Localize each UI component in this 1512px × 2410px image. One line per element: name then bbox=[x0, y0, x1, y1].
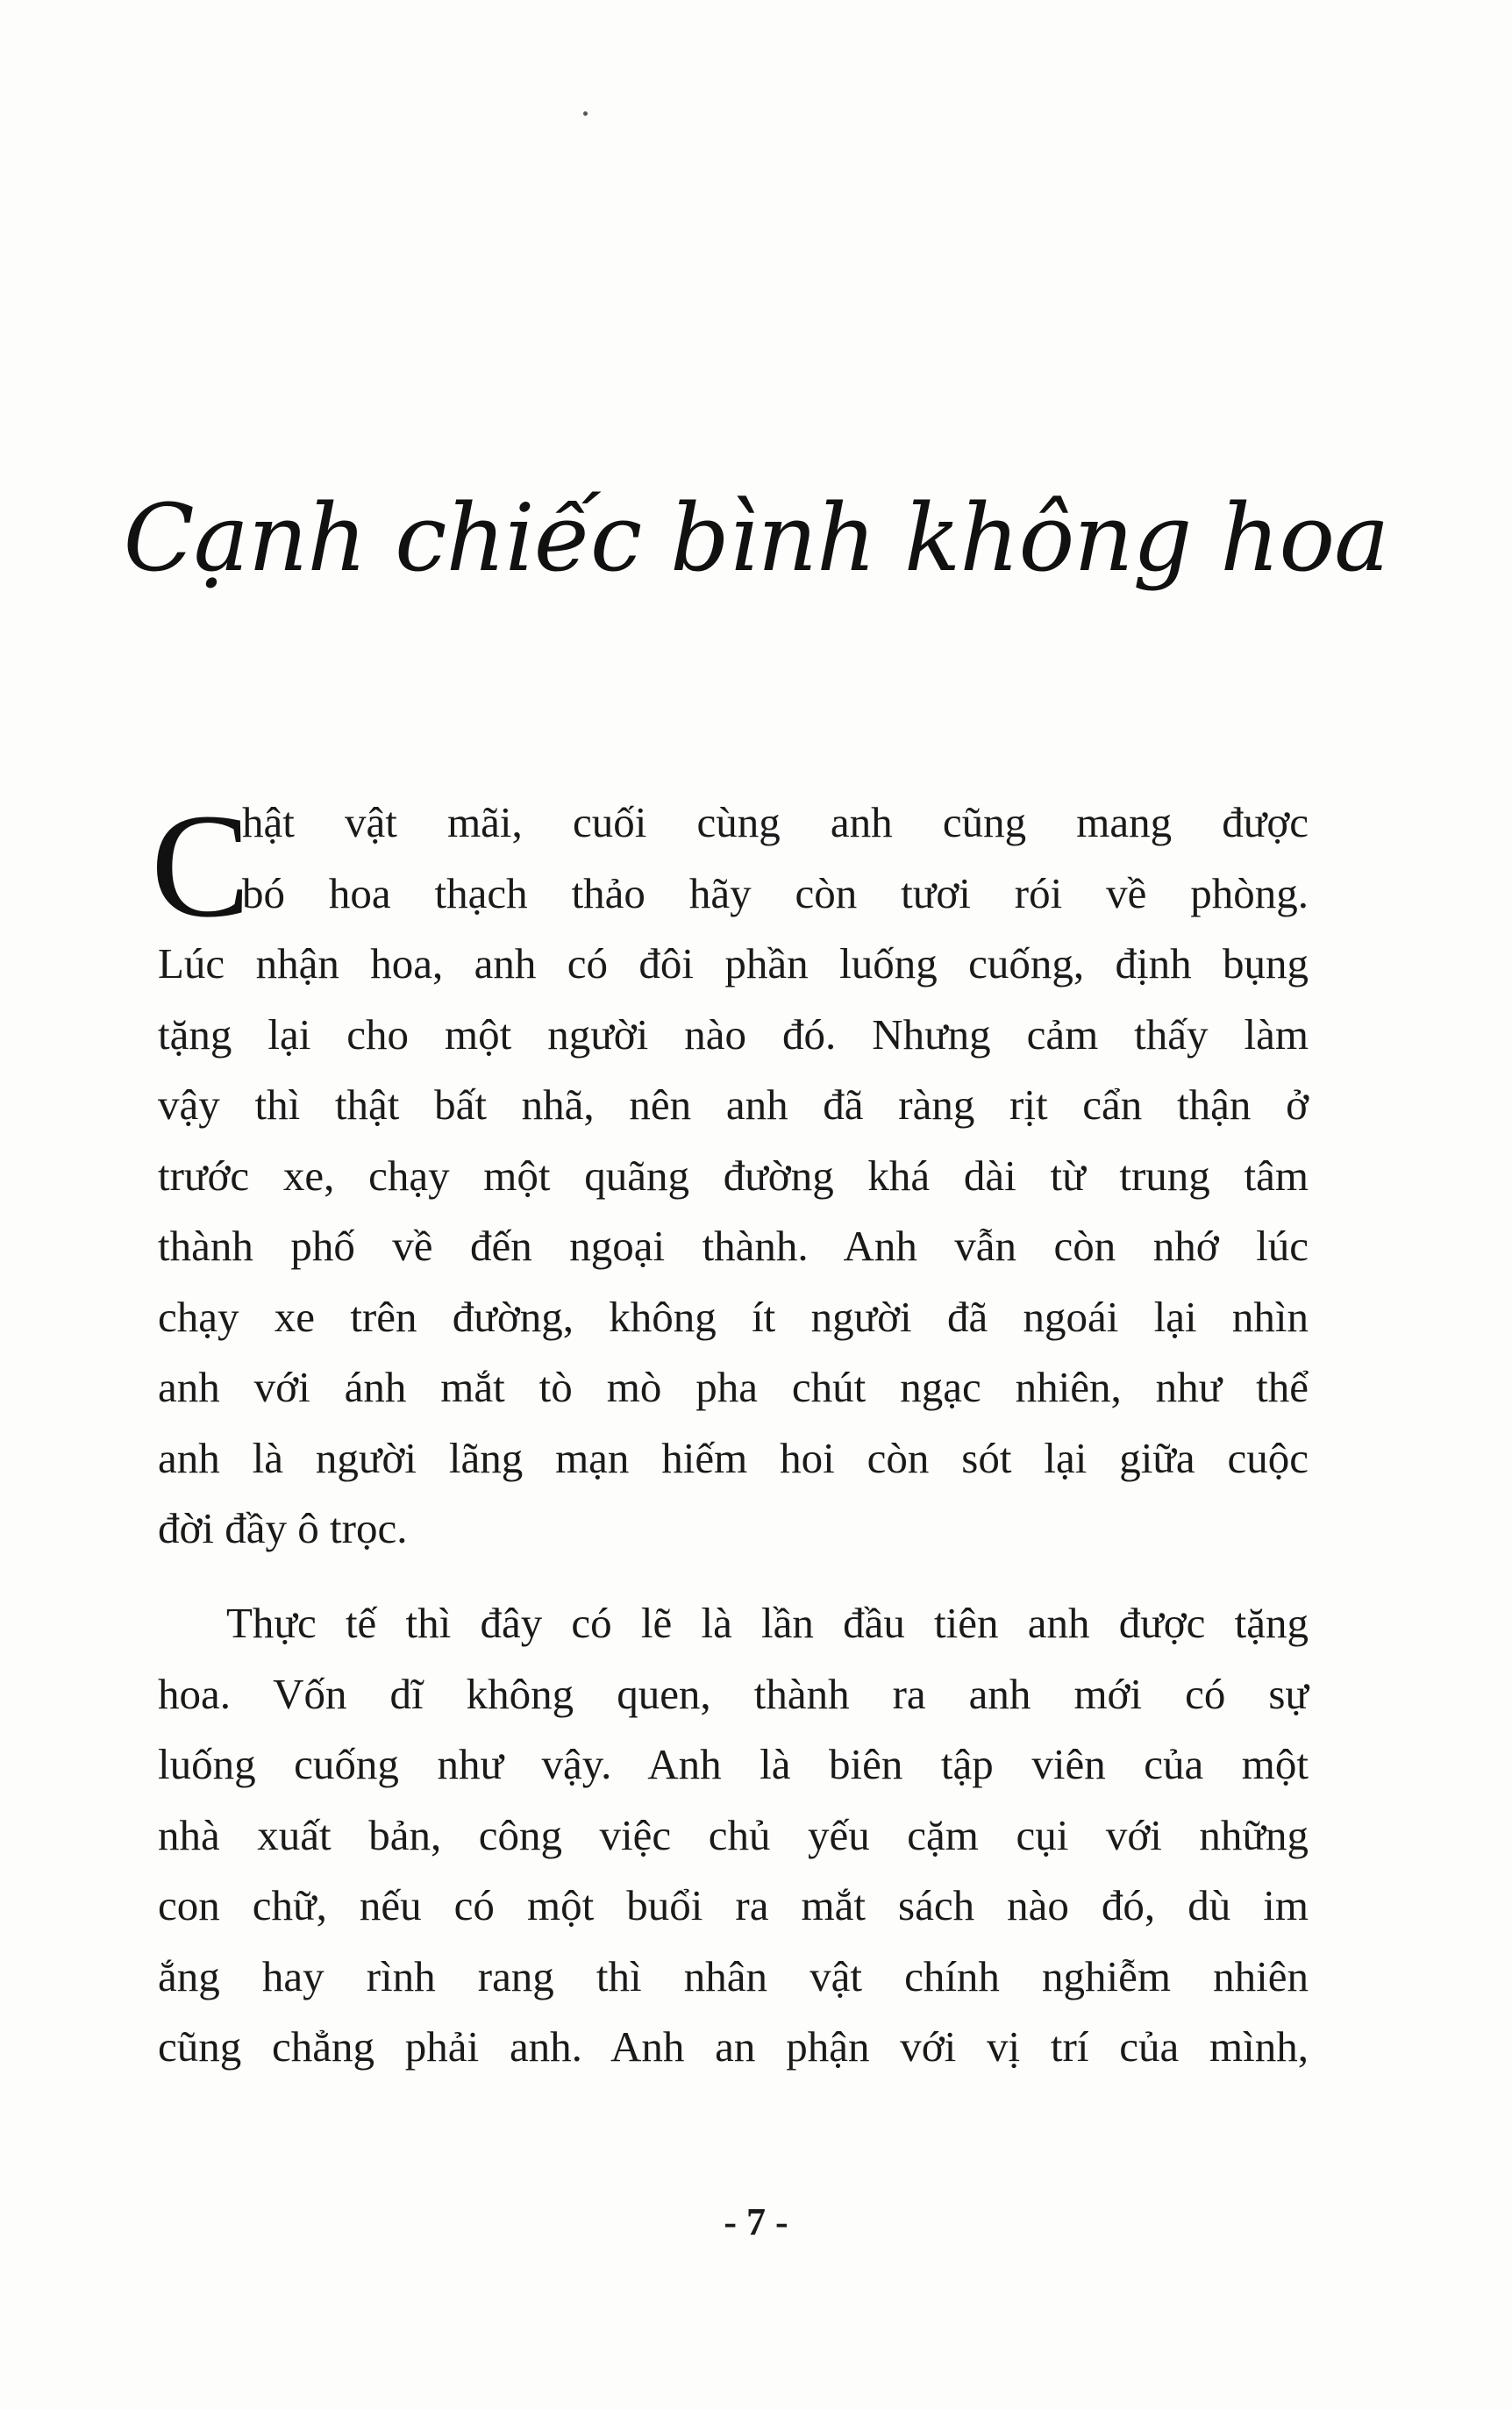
drop-cap: C bbox=[151, 783, 251, 948]
text-line: luống cuống như vậy. Anh là biên tập viên của một bbox=[158, 1740, 1309, 1788]
text-line: đời đầy ô trọc. bbox=[158, 1504, 408, 1552]
text-line: vậy thì thật bất nhã, nên anh đã ràng rịt cẩn thận ở bbox=[158, 1080, 1309, 1129]
text-line: Lúc nhận hoa, anh có đôi phần luống cuống, định bụng bbox=[158, 939, 1309, 988]
text-line: nhà xuất bản, công việc chủ yếu cặm cụi với những bbox=[158, 1810, 1309, 1859]
page-number: - 7 - bbox=[724, 2200, 788, 2243]
text-line: tặng lại cho một người nào đó. Nhưng cảm thấy làm bbox=[158, 1009, 1309, 1059]
chapter-title: Cạnh chiếc bình không hoa bbox=[123, 484, 1389, 592]
text-line: bó hoa thạch thảo hãy còn tươi rói về phòng. bbox=[242, 868, 1309, 917]
text-line: thành phố về đến ngoại thành. Anh vẫn còn nhớ lúc bbox=[158, 1222, 1309, 1270]
paragraph-1 bbox=[158, 788, 1309, 1565]
text-line: chạy xe trên đường, không ít người đã ngoái lại nhìn bbox=[158, 1292, 1309, 1341]
text-line: trước xe, chạy một quãng đường khá dài từ trung tâm bbox=[158, 1151, 1309, 1200]
paragraph-2 bbox=[158, 1588, 1309, 2083]
text-line: anh là người lãng mạn hiếm hoi còn sót lại giữa cuộc bbox=[158, 1433, 1309, 1482]
text-line: hoa. Vốn dĩ không quen, thành ra anh mới có sự bbox=[158, 1669, 1309, 1718]
text-line: Thực tế thì đây có lẽ là lần đầu tiên anh được tặng bbox=[226, 1599, 1309, 1647]
text-line: con chữ, nếu có một buổi ra mắt sách nào đó, dù im bbox=[158, 1881, 1309, 1929]
text-line: cũng chẳng phải anh. Anh an phận với vị trí của mình, bbox=[158, 2022, 1309, 2071]
text-line: anh với ánh mắt tò mò pha chút ngạc nhiên, như thể bbox=[158, 1363, 1309, 1411]
text-line: ắng hay rình rang thì nhân vật chính nghiễm nhiên bbox=[158, 1951, 1309, 2000]
text-line: hật vật mãi, cuối cùng anh cũng mang được bbox=[242, 798, 1309, 846]
paper-speck bbox=[583, 111, 588, 116]
